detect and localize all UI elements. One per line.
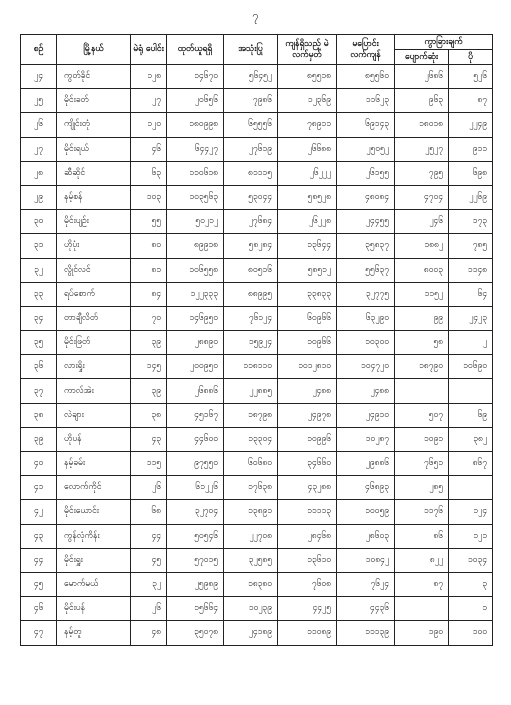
cell-wards: ၁၄၅ bbox=[131, 355, 167, 379]
cell-no: ၃၇ bbox=[21, 379, 57, 403]
cell-short: ၈၇ bbox=[395, 572, 449, 596]
cell-used: ၇၆၁၂၄ bbox=[224, 306, 278, 330]
cell-short bbox=[395, 379, 449, 403]
cell-remaining: ၅၈၅၁၂ bbox=[278, 258, 337, 282]
cell-remaining: ၁၀၉၉၆ bbox=[278, 427, 337, 451]
cell-unused: ၁၀၂၈၇ bbox=[337, 427, 395, 451]
table-row bbox=[21, 89, 493, 113]
cell-used: ၃၂၅၈၅ bbox=[224, 548, 278, 572]
cell-remaining: ၁၃၆၁၀ bbox=[278, 548, 337, 572]
header-township: မြို့နယ် bbox=[57, 35, 131, 65]
cell-wards: ၂၆ bbox=[131, 597, 167, 621]
cell-no: ၂၈ bbox=[21, 161, 57, 185]
cell-township: လွိုင်လင် bbox=[57, 258, 131, 282]
cell-used: ၁၁၈၁၁၀ bbox=[224, 355, 278, 379]
cell-remaining: ၇၆၀၈ bbox=[278, 572, 337, 596]
cell-issued: ၁၅၆၆၄ bbox=[167, 597, 224, 621]
cell-short: ၂၆၈၆ bbox=[395, 65, 449, 89]
cell-remaining: ၂၆၂၂၂ bbox=[278, 161, 337, 185]
table-row bbox=[21, 452, 493, 476]
cell-remaining: ၁၀၁၂၈၁၀ bbox=[278, 355, 337, 379]
cell-short: ၇၆၅၁ bbox=[395, 452, 449, 476]
cell-excess: ၃၈၂ bbox=[449, 427, 493, 451]
cell-excess: ၂၂၆၉ bbox=[449, 185, 493, 209]
ballot-table bbox=[20, 34, 493, 646]
cell-unused: ၇၆၂၄ bbox=[337, 572, 395, 596]
table-row bbox=[21, 306, 493, 330]
cell-wards: ၄၆ bbox=[131, 137, 167, 161]
cell-wards: ၃၂ bbox=[131, 572, 167, 596]
cell-no: ၄၆ bbox=[21, 597, 57, 621]
cell-excess bbox=[449, 476, 493, 500]
cell-wards: ၃၉ bbox=[131, 331, 167, 355]
table-row bbox=[21, 427, 493, 451]
cell-used: ၁၅၉၂၄ bbox=[224, 331, 278, 355]
cell-township: လဲချား bbox=[57, 403, 131, 427]
cell-short: ၁၁၅၂ bbox=[395, 282, 449, 306]
cell-issued: ၁၄၆၉၅၀ bbox=[167, 306, 224, 330]
cell-unused: ၁၀၈၄၂ bbox=[337, 548, 395, 572]
cell-issued: ၁၂၂၃၃၃ bbox=[167, 282, 224, 306]
cell-issued: ၁၄၆၇၀ bbox=[167, 65, 224, 89]
header-no: စဉ် bbox=[21, 35, 57, 65]
cell-excess: ၁၂၁ bbox=[449, 524, 493, 548]
cell-township: နမ့်တူ bbox=[57, 621, 131, 645]
cell-township: တာချီလိတ် bbox=[57, 306, 131, 330]
cell-issued: ၄၅၁၆၇ bbox=[167, 403, 224, 427]
cell-excess: ၈၇ bbox=[449, 89, 493, 113]
cell-wards: ၃၉ bbox=[131, 379, 167, 403]
cell-remaining: ၄၄၂၅ bbox=[278, 597, 337, 621]
cell-issued: ၅၇၀၁၅ bbox=[167, 548, 224, 572]
cell-used: ၁၈၃၈၀ bbox=[224, 572, 278, 596]
cell-wards: ၂၆ bbox=[131, 476, 167, 500]
cell-unused: ၁၀၀၅၉ bbox=[337, 500, 395, 524]
header-unused: မပြောင်း လက်ကျန် bbox=[337, 35, 395, 65]
cell-wards: ၃၈ bbox=[131, 403, 167, 427]
cell-short: ၁၈၀၁၈ bbox=[395, 113, 449, 137]
cell-township: ရပ်စောက် bbox=[57, 282, 131, 306]
cell-township: မိုင်းဖြတ် bbox=[57, 331, 131, 355]
cell-township: ကာလ်အဲး bbox=[57, 379, 131, 403]
cell-unused: ၂၅၀၅၂ bbox=[337, 137, 395, 161]
header-short: ပျောက်ဆုံး bbox=[395, 50, 449, 65]
cell-issued: ၄၄၆၀၀ bbox=[167, 427, 224, 451]
table-row bbox=[21, 331, 493, 355]
cell-short: ၅၀၇ bbox=[395, 403, 449, 427]
cell-unused: ၁၁၆၂၃ bbox=[337, 89, 395, 113]
cell-used: ၂၇၆၈၄ bbox=[224, 210, 278, 234]
cell-no: ၄၀ bbox=[21, 452, 57, 476]
cell-used: ၅၃၀၄၄ bbox=[224, 185, 278, 209]
table-row bbox=[21, 137, 493, 161]
cell-excess: ၅၂၆ bbox=[449, 65, 493, 89]
cell-excess: ၃ bbox=[449, 572, 493, 596]
cell-no: ၂၄ bbox=[21, 65, 57, 89]
cell-no: ၃၀ bbox=[21, 210, 57, 234]
cell-excess: ၉၁၁ bbox=[449, 137, 493, 161]
cell-wards: ၅၅ bbox=[131, 210, 167, 234]
cell-remaining: ၁၂၃၆၉ bbox=[278, 89, 337, 113]
cell-used: ၁၃၃၀၄ bbox=[224, 427, 278, 451]
table-row bbox=[21, 355, 493, 379]
cell-issued: ၆၁၂၂၆ bbox=[167, 476, 224, 500]
cell-used: ၁၈၇၉၈ bbox=[224, 403, 278, 427]
cell-wards: ၄၈ bbox=[131, 621, 167, 645]
cell-no: ၂၉ bbox=[21, 185, 57, 209]
cell-no: ၃၈ bbox=[21, 403, 57, 427]
cell-used: ၆၅၅၅၆ bbox=[224, 113, 278, 137]
cell-excess: ၆၉ bbox=[449, 403, 493, 427]
cell-unused: ၁၁၁၃၉ bbox=[337, 621, 395, 645]
cell-wards: ၁၂၈ bbox=[131, 65, 167, 89]
table-row bbox=[21, 621, 493, 645]
cell-used: ၂၇၆၁၉ bbox=[224, 137, 278, 161]
cell-unused: ၂၆၁၅၅ bbox=[337, 161, 395, 185]
cell-township: နမ့်ခမ်း bbox=[57, 452, 131, 476]
header-remaining: ကျန်ရှိသည့် မဲလက်မှတ် bbox=[278, 35, 337, 65]
cell-excess: ၁၀၀ bbox=[449, 621, 493, 645]
cell-short: ၁၈၈၂ bbox=[395, 234, 449, 258]
table-row bbox=[21, 161, 493, 185]
cell-township: မိုင်းယောင်း bbox=[57, 500, 131, 524]
cell-wards: ၄၄ bbox=[131, 524, 167, 548]
cell-excess: ၇၈၅ bbox=[449, 234, 493, 258]
cell-issued: ၁၀၆၅၅၈ bbox=[167, 258, 224, 282]
table-row bbox=[21, 113, 493, 137]
table-row bbox=[21, 500, 493, 524]
cell-wards: ၆၈ bbox=[131, 500, 167, 524]
cell-unused: ၄၄၃၆ bbox=[337, 597, 395, 621]
table-row bbox=[21, 379, 493, 403]
cell-short: ၄၇၀၄ bbox=[395, 185, 449, 209]
cell-used: ၁၀၂၃၉ bbox=[224, 597, 278, 621]
table-row bbox=[21, 548, 493, 572]
cell-remaining: ၃၄၆၆၀ bbox=[278, 452, 337, 476]
cell-used: ၁၇၆၃၈ bbox=[224, 476, 278, 500]
cell-excess: ၂ bbox=[449, 331, 493, 355]
cell-issued: ၁၈၀၉၉၈ bbox=[167, 113, 224, 137]
header-used: အသုံးပြု bbox=[224, 35, 278, 65]
header-excess: ပို bbox=[449, 50, 493, 65]
cell-used: ၆၀၆၈၀ bbox=[224, 452, 278, 476]
cell-excess: ၈၆၇ bbox=[449, 452, 493, 476]
cell-issued: ၃၅၀၇၈ bbox=[167, 621, 224, 645]
cell-unused: ၆၉၁၄၃ bbox=[337, 113, 395, 137]
cell-remaining: ၂၄၉၇၈ bbox=[278, 403, 337, 427]
cell-unused: ၂၄၈၈ bbox=[337, 379, 395, 403]
cell-township: ကွတ်ခိုင် bbox=[57, 65, 131, 89]
cell-unused: ၄၆၈၉၃ bbox=[337, 476, 395, 500]
table-row bbox=[21, 403, 493, 427]
cell-issued: ၅၀၅၄၆ bbox=[167, 524, 224, 548]
cell-short: ၅၈ bbox=[395, 331, 449, 355]
table-row bbox=[21, 524, 493, 548]
cell-no: ၄၃ bbox=[21, 524, 57, 548]
cell-short bbox=[395, 597, 449, 621]
cell-excess: ၂၄၂၃ bbox=[449, 306, 493, 330]
cell-no: ၃၂ bbox=[21, 258, 57, 282]
cell-no: ၄၁ bbox=[21, 476, 57, 500]
cell-excess: ၁၂၄ bbox=[449, 500, 493, 524]
cell-remaining: ၁၁၀၈၉ bbox=[278, 621, 337, 645]
cell-wards: ၄၃ bbox=[131, 427, 167, 451]
cell-wards: ၈၄ bbox=[131, 282, 167, 306]
cell-no: ၂၇ bbox=[21, 137, 57, 161]
cell-remaining: ၂၆၆၈၈ bbox=[278, 137, 337, 161]
cell-remaining: ၅၈၅၂၈ bbox=[278, 185, 337, 209]
table-row bbox=[21, 65, 493, 89]
cell-used: ၇၉၈၆ bbox=[224, 89, 278, 113]
cell-used: ၂၂၇၀၈ bbox=[224, 524, 278, 548]
cell-unused: ၂၉၈၈၆ bbox=[337, 452, 395, 476]
cell-wards: ၈၁ bbox=[131, 258, 167, 282]
cell-no: ၄၂ bbox=[21, 500, 57, 524]
cell-issued: ၂၈၈၉၀ bbox=[167, 331, 224, 355]
header-issued: ထုတ်ယူရရှိ bbox=[167, 35, 224, 65]
cell-issued: ၃၂၇၀၄ bbox=[167, 500, 224, 524]
cell-short: ၂၄၆ bbox=[395, 210, 449, 234]
cell-short: ၉၉ bbox=[395, 306, 449, 330]
cell-township: မိုင်းပျဉ်း bbox=[57, 210, 131, 234]
cell-short: ၈၆ bbox=[395, 524, 449, 548]
cell-no: ၄၅ bbox=[21, 572, 57, 596]
cell-short: ၁၀၉၁ bbox=[395, 427, 449, 451]
cell-short: ၂၅၂၇ bbox=[395, 137, 449, 161]
cell-wards: ၁၁၅ bbox=[131, 452, 167, 476]
table-row bbox=[21, 476, 493, 500]
cell-unused: ၄၈၀၈၄ bbox=[337, 185, 395, 209]
cell-unused: ၆၃၂၉၀ bbox=[337, 306, 395, 330]
cell-no: ၄၇ bbox=[21, 621, 57, 645]
cell-no: ၂၆ bbox=[21, 113, 57, 137]
cell-used: ၂၄၁၈၉ bbox=[224, 621, 278, 645]
cell-wards: ၁၀၃ bbox=[131, 185, 167, 209]
cell-excess: ၁ bbox=[449, 597, 493, 621]
table-row bbox=[21, 258, 493, 282]
cell-no: ၃၆ bbox=[21, 355, 57, 379]
header-row bbox=[21, 35, 493, 50]
cell-wards: ၈၀ bbox=[131, 234, 167, 258]
cell-issued: ၅၀၂၁၂ bbox=[167, 210, 224, 234]
cell-used: ၅၈၂၈၄ bbox=[224, 234, 278, 258]
cell-remaining: ၁၃၆၄၄ bbox=[278, 234, 337, 258]
page-number: ၇ bbox=[252, 9, 259, 22]
cell-used: ၅၆၄၅၂ bbox=[224, 65, 278, 89]
cell-unused: ၅၅၆၃၇ bbox=[337, 258, 395, 282]
cell-excess: ၂၂၄၉ bbox=[449, 113, 493, 137]
cell-remaining: ၁၁၁၁၃ bbox=[278, 500, 337, 524]
cell-short: ၂၈၅ bbox=[395, 476, 449, 500]
cell-issued: ၂၀၆၅၆ bbox=[167, 89, 224, 113]
cell-excess: ၁၁၄၈ bbox=[449, 258, 493, 282]
cell-township: မိုင်းရှူး bbox=[57, 548, 131, 572]
cell-wards: ၁၂၀ bbox=[131, 113, 167, 137]
cell-used: ၁၃၈၉၁ bbox=[224, 500, 278, 524]
cell-unused: ၂၄၉၁၀ bbox=[337, 403, 395, 427]
cell-township: ဆီဆိုင် bbox=[57, 161, 131, 185]
cell-issued: ၂၀၀၉၅၀ bbox=[167, 355, 224, 379]
header-wards: မဲရုံ ပေါင်း bbox=[131, 35, 167, 65]
cell-township: ကွန်လုံကိန်း bbox=[57, 524, 131, 548]
cell-township: ကျိုင်းတုံ bbox=[57, 113, 131, 137]
cell-remaining: ၇၈၉၁၁ bbox=[278, 113, 337, 137]
cell-short: ၁၁၇၆ bbox=[395, 500, 449, 524]
cell-unused: ၁၀၄၇၂၀ bbox=[337, 355, 395, 379]
cell-no: ၂၅ bbox=[21, 89, 57, 113]
cell-township: ဟိုပုံး bbox=[57, 234, 131, 258]
cell-unused: ၈၅၅၆၀ bbox=[337, 65, 395, 89]
table-row bbox=[21, 597, 493, 621]
cell-used: ၈၈၉၉၅ bbox=[224, 282, 278, 306]
cell-no: ၃၃ bbox=[21, 282, 57, 306]
cell-remaining: ၃၃၈၃၃ bbox=[278, 282, 337, 306]
cell-wards: ၆၃ bbox=[131, 161, 167, 185]
cell-wards: ၇၀ bbox=[131, 306, 167, 330]
table-row bbox=[21, 572, 493, 596]
cell-used: ၈၀၅၁၆ bbox=[224, 258, 278, 282]
cell-short: ၉၆၃ bbox=[395, 89, 449, 113]
cell-issued: ၈၉၉၁၈ bbox=[167, 234, 224, 258]
cell-short: ၁၈၇၉၀ bbox=[395, 355, 449, 379]
cell-township: မိုင်းခတ် bbox=[57, 89, 131, 113]
cell-unused: ၃၂၇၇၅ bbox=[337, 282, 395, 306]
cell-no: ၃၁ bbox=[21, 234, 57, 258]
cell-short: ၈၀၀၃ bbox=[395, 258, 449, 282]
cell-unused: ၁၀၃၀၀ bbox=[337, 331, 395, 355]
cell-issued: ၁၀၃၅၆၃ bbox=[167, 185, 224, 209]
cell-unused: ၃၅၈၃၇ bbox=[337, 234, 395, 258]
cell-no: ၄၄ bbox=[21, 548, 57, 572]
cell-township: လားရှိုး bbox=[57, 355, 131, 379]
cell-township: ဟိုပန် bbox=[57, 427, 131, 451]
cell-excess: ၆၄ bbox=[449, 282, 493, 306]
cell-remaining: ၈၅၅၁၈ bbox=[278, 65, 337, 89]
cell-used: ၂၂၈၈၅ bbox=[224, 379, 278, 403]
cell-short: ၁၉၀ bbox=[395, 621, 449, 645]
cell-short: ၈၂၂ bbox=[395, 548, 449, 572]
table-row bbox=[21, 234, 493, 258]
cell-short: ၇၉၅ bbox=[395, 161, 449, 185]
cell-township: မိုင်းရယ် bbox=[57, 137, 131, 161]
table-row bbox=[21, 185, 493, 209]
table-row bbox=[21, 210, 493, 234]
cell-unused: ၂၄၄၅၅ bbox=[337, 210, 395, 234]
cell-unused: ၂၈၆၀၃ bbox=[337, 524, 395, 548]
cell-township: မိုင်းပန် bbox=[57, 597, 131, 621]
cell-issued: ၆၄၄၂၇ bbox=[167, 137, 224, 161]
cell-issued: ၁၁၀၆၁၈ bbox=[167, 161, 224, 185]
cell-excess: ၁၇၃ bbox=[449, 210, 493, 234]
cell-remaining: ၄၃၂၈၈ bbox=[278, 476, 337, 500]
cell-excess: ၁၀၃၄ bbox=[449, 548, 493, 572]
cell-remaining: ၆၀၉၆၆ bbox=[278, 306, 337, 330]
cell-no: ၃၄ bbox=[21, 306, 57, 330]
table-row bbox=[21, 282, 493, 306]
cell-no: ၃၉ bbox=[21, 427, 57, 451]
cell-issued: ၂၅၉၈၉ bbox=[167, 572, 224, 596]
cell-no: ၃၅ bbox=[21, 331, 57, 355]
cell-township: လောက်ကိုင် bbox=[57, 476, 131, 500]
cell-used: ၈၁၁၁၅ bbox=[224, 161, 278, 185]
cell-remaining: ၂၄၈၈ bbox=[278, 379, 337, 403]
cell-excess bbox=[449, 379, 493, 403]
header-difference: ကွာခြားချက် bbox=[395, 35, 493, 50]
cell-remaining: ၂၆၂၂၈ bbox=[278, 210, 337, 234]
cell-excess: ၁၀၆၉၀ bbox=[449, 355, 493, 379]
cell-township: နမ့်စန် bbox=[57, 185, 131, 209]
cell-issued: ၉၇၅၅၀ bbox=[167, 452, 224, 476]
cell-township: မောက်မယ် bbox=[57, 572, 131, 596]
cell-wards: ၄၅ bbox=[131, 548, 167, 572]
cell-issued: ၂၆၈၈၆ bbox=[167, 379, 224, 403]
cell-wards: ၂၇ bbox=[131, 89, 167, 113]
cell-remaining: ၁၀၉၆၆ bbox=[278, 331, 337, 355]
cell-remaining: ၂၈၄၆၈ bbox=[278, 524, 337, 548]
cell-excess: ၆၉၈ bbox=[449, 161, 493, 185]
